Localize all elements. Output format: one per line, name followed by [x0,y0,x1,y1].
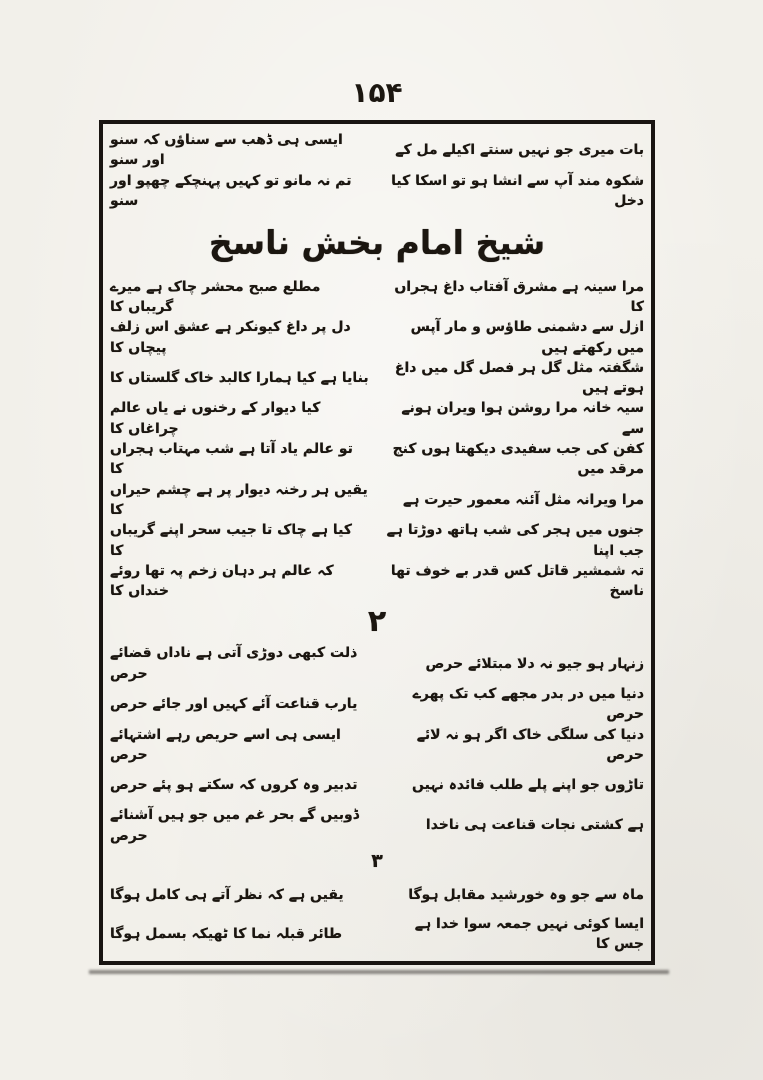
hemistich-right: شگفتہ مثل گل ہر فصل گل میں داغ ہوتے ہیں [394,359,644,397]
hemistich-right: کفن کی جب سفیدی دیکھتا ہوں کنج مرقد میں [392,441,644,478]
hemistich-left: ڈوبیں گے بحر غم میں جو ہیں آشنائے حرص [110,807,359,844]
couplet-row [110,914,644,955]
couplet-row [110,358,644,399]
couplet-row [110,805,644,846]
hemistich-right: ازل سے دشمنی طاؤس و مار آپس میں رکھتے ہیں [410,319,644,356]
hemistich-right: سیہ خانہ مرا روشن ہوا ویران ہونے سے [401,400,644,437]
ghazal-1-section [110,277,644,602]
couplet-row [110,643,644,684]
couplet-row [110,765,644,805]
hemistich-right: ماہ سے جو وہ خورشید مقابل ہوگا [408,886,644,903]
hemistich-right: مرا سینہ ہے مشرق آفتاب داغ ہجراں کا [394,278,644,315]
hemistich-left: کیا ہے چاک تا جیب سحر اپنے گریباں کا [110,522,353,559]
hemistich-right: شکوہ مند آپ سے انشا ہو تو اسکا کیا دخل [391,172,644,209]
hemistich-left: کہ عالم ہر دہان زخم پہ تھا روئے خنداں کا [110,562,334,600]
hemistich-right: تہ شمشیر قاتل کس قدر بے خوف تھا ناسخ [390,562,644,600]
couplet-row [110,520,644,561]
hemistich-left: یقیں ہر رخنہ دیوار پر ہے چشم حیراں کا [110,481,368,518]
ghazal-2-section [110,643,644,845]
hemistich-left: یارب قناعت آئے کہیں اور جائے حرص [110,696,358,713]
couplet-row [110,317,644,358]
section-marker-2: ۲ [367,604,387,640]
couplet-row [110,876,644,914]
couplet-row [110,277,644,318]
top-couplets-section [110,130,644,211]
couplet-row [110,561,644,602]
page-number: ۱۵۴ [351,76,403,109]
hemistich-right: بات میری جو نہیں سنتے اکیلے مل کے [395,142,644,159]
hemistich-left: ایسی ہی ڈھب سے سناؤں کہ سنو اور سنو [110,132,343,169]
hemistich-right: زنہار ہو جیو نہ دلا مبتلائے حرص [425,655,644,672]
couplet-row [110,130,644,171]
hemistich-left: دل پر داغ کیونکر ہے عشق اس زلف پیچاں کا [110,319,351,356]
ghazal-3-section [110,876,644,955]
hemistich-right: ایسا کوئی نہیں جمعہ سوا خدا ہے جس کا [414,915,644,953]
hemistich-left: ایسی ہی اسے حریص رہے اشتہائے حرص [110,726,341,763]
couplet-row [110,439,644,480]
hemistich-left: تو عالم یاد آتا ہے شب مہتاب ہجراں کا [110,441,353,478]
hemistich-right: ہے کشتی نجات قناعت ہی ناخدا [425,817,644,834]
hemistich-left: مطلع صبح محشر چاک ہے میرے گریباں کا [110,278,321,315]
couplet-row [110,171,644,212]
section-marker-3: ۳ [371,849,383,872]
hemistich-left: بنایا ہے کیا ہمارا کالبد خاک گلستاں کا [110,370,369,387]
hemistich-left: کیا دیوار کے رخنوں نے یاں عالم چراغاں کا [110,400,321,437]
hemistich-left: تم نہ مانو تو کہیں پہنچکے چھپو اور سنو [110,172,352,209]
hemistich-right: دنیا میں در بدر مجھے کب تک پھرے حرص [412,686,644,723]
couplet-row [110,684,644,725]
hemistich-left: تدبیر وہ کروں کہ سکتے ہو پئے حرص [110,777,358,794]
couplet-row [110,398,644,439]
hemistich-left: ذلت کبھی دوڑی آتی ہے ناداں قضائے حرص [110,645,358,682]
hemistich-right: جنوں میں ہجر کی شب ہاتھ دوڑتا ہے جب اپنا [386,522,644,559]
couplet-row [110,480,644,521]
couplet-row [110,725,644,766]
hemistich-left: یقیں ہے کہ نظر آتے ہی کامل ہوگا [110,886,344,903]
poet-heading: شیخ امام بخش ناسخ [208,223,546,263]
hemistich-right: دنیا کی سلگی خاک اگر ہو نہ لائے حرص [416,726,644,763]
hemistich-left: طائر قبلہ نما کا ٹھیکہ بسمل ہوگا [110,925,343,942]
hemistich-right: تاڑوں جو اپنے پلے طلب فائدہ نہیں [412,777,644,794]
hemistich-right: مرا ویرانہ مثل آئنہ معمور حیرت ہے [403,491,644,508]
poetry-frame [99,120,655,965]
